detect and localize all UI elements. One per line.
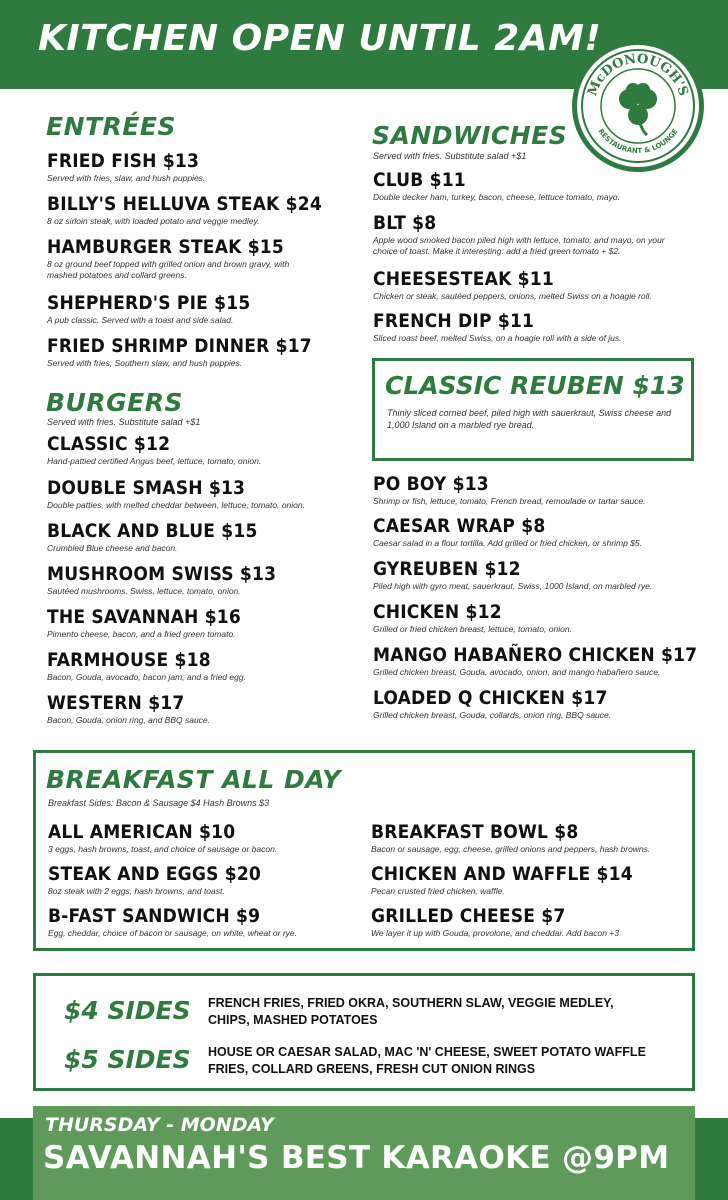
burgers-title: BURGERS	[46, 388, 183, 417]
reuben-desc: Thinly sliced corned beef, piled high with sauerkraut, Swiss cheese and 1,000 Island on a marbled rye bread.	[387, 408, 672, 430]
breakfast-title: BREAKFAST ALL DAY	[46, 765, 341, 794]
svg-text:McDONOUGH'S: McDONOUGH'S	[585, 51, 691, 99]
reuben-title: CLASSIC REUBEN $13	[385, 371, 685, 400]
sandwich-item: FRENCH DIP $11 Sliced roast beef, melted Swiss, on a hoagie roll with a side of jus.	[373, 310, 622, 343]
karaoke-banner	[33, 1106, 695, 1200]
sandwich-item: CHICKEN $12 Grilled or fried chicken breast, lettuce, tomato, onion.	[373, 601, 572, 634]
breakfast-box	[33, 750, 695, 951]
sandwich-item: BLT $8 Apple wood smoked bacon piled high with lettuce, tomato, and mayo, on your choice of toast. Make it interesting: add a fried green tomato + $2.	[373, 212, 665, 256]
entree-item: FRIED FISH $13 Served with fries, slaw, and hush puppies.	[47, 150, 206, 183]
sandwich-item: GYREUBEN $12 Piled high with gyro meat, sauerkraut, Swiss, 1000 Island, on marbled rye.	[373, 558, 653, 591]
entrees-title: ENTRÉES	[46, 112, 176, 141]
breakfast-item: GRILLED CHEESE $7 We layer it up with Gouda, provolone, and cheddar. Add bacon +3	[371, 905, 619, 938]
burger-item: CLASSIC $12 Hand-pattied certified Angus beef, lettuce, tomato, onion.	[47, 433, 262, 466]
sandwiches-note: Served with fries. Substitute salad +$1	[373, 151, 527, 161]
shamrock-logo-icon	[577, 45, 699, 167]
burger-item: THE SAVANNAH $16 Pimento cheese, bacon, and a fried green tomato.	[47, 606, 241, 639]
sandwich-item: MANGO HABAÑERO CHICKEN $17 Grilled chicken breast, Gouda, avocado, onion, and mango habañero sauce.	[373, 644, 698, 677]
burgers-note: Served with fries. Substitute salad +$1	[47, 417, 201, 427]
karaoke-title: SAVANNAH'S BEST KARAOKE @9PM	[43, 1140, 670, 1176]
restaurant-logo	[572, 40, 704, 172]
entree-item: SHEPHERD'S PIE $15 A pub classic. Served with a toast and side salad.	[47, 292, 251, 325]
breakfast-item: STEAK AND EGGS $20 8oz steak with 2 eggs, hash browns, and toast.	[48, 863, 262, 896]
sandwiches-title: SANDWICHES	[372, 121, 568, 150]
svg-text:RESTAURANT & LOUNGE: RESTAURANT & LOUNGE	[596, 127, 680, 156]
burger-item: WESTERN $17 Bacon, Gouda, onion ring, and BBQ sauce.	[47, 692, 211, 725]
sandwich-item: LOADED Q CHICKEN $17 Grilled chicken breast, Gouda, collards, onion ring, BBQ sauce.	[373, 687, 612, 720]
sandwich-item: CAESAR WRAP $8 Caesar salad in a flour tortilla. Add grilled or fried chicken, or shrimp $5.	[373, 515, 642, 548]
sides-box	[33, 973, 695, 1091]
burger-item: FARMHOUSE $18 Bacon, Gouda, avocado, bacon jam, and a fried egg.	[47, 649, 246, 682]
four-sides-label: $4 SIDES	[64, 996, 191, 1025]
header-title: KITCHEN OPEN UNTIL 2AM!	[38, 18, 602, 59]
breakfast-note: Breakfast Sides: Bacon & Sausage $4 Hash Browns $3	[48, 798, 270, 808]
breakfast-item: BREAKFAST BOWL $8 Bacon or sausage, egg, cheese, grilled onions and peppers, hash browns.	[371, 821, 651, 854]
four-sides-list: FRENCH FRIES, FRIED OKRA, SOUTHERN SLAW, VEGGIE MEDLEY, CHIPS, MASHED POTATOES	[208, 996, 614, 1027]
five-sides-list: HOUSE OR CAESAR SALAD, MAC 'N' CHEESE, SWEET POTATO WAFFLE FRIES, COLLARD GREENS, FRESH CUT ONION RINGS	[208, 1045, 646, 1076]
entree-item: BILLY'S HELLUVA STEAK $24 8 oz sirloin steak, with loaded potato and veggie medley.	[47, 193, 322, 226]
burger-item: BLACK AND BLUE $15 Crumbled Blue cheese and bacon.	[47, 520, 258, 553]
sandwich-item: PO BOY $13 Shrimp or fish, lettuce, tomato, French bread, remoulade or tartar sauce.	[373, 473, 646, 506]
burger-item: MUSHROOM SWISS $13 Sautéed mushrooms, Swiss, lettuce, tomato, onion.	[47, 563, 277, 596]
breakfast-item: ALL AMERICAN $10 3 eggs, hash browns, toast, and choice of sausage or bacon.	[48, 821, 278, 854]
entree-item: HAMBURGER STEAK $15 8 oz ground beef topped with grilled onion and brown gravy, with mashed potatoes and collard greens.	[47, 236, 290, 280]
reuben-box	[372, 358, 694, 461]
breakfast-item: CHICKEN AND WAFFLE $14 Pecan crusted fried chicken, waffle.	[371, 863, 633, 896]
sandwich-item: CLUB $11 Double decker ham, turkey, bacon, cheese, lettuce tomato, mayo.	[373, 169, 620, 202]
five-sides-label: $5 SIDES	[64, 1045, 191, 1074]
entree-item: FRIED SHRIMP DINNER $17 Served with fries, Southern slaw, and hush puppies.	[47, 335, 312, 368]
karaoke-days: THURSDAY - MONDAY	[45, 1114, 274, 1136]
breakfast-item: B-FAST SANDWICH $9 Egg, cheddar, choice of bacon or sausage, on white, wheat or rye.	[48, 905, 298, 938]
burger-item: DOUBLE SMASH $13 Double patties, with melted cheddar between, lettuce, tomato, onion.	[47, 477, 305, 510]
sandwich-item: CHEESESTEAK $11 Chicken or steak, sautéed peppers, onions, melted Swiss on a hoagie roll.	[373, 268, 652, 301]
